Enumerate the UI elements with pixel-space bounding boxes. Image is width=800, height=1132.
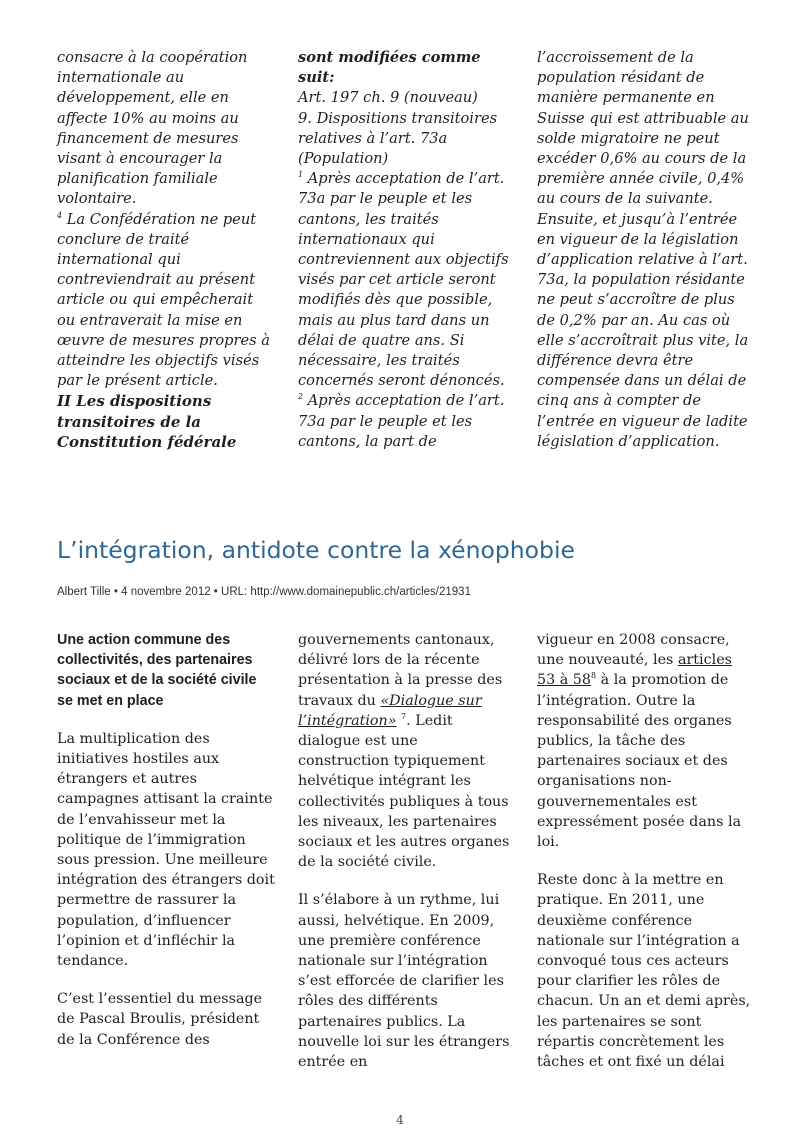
footnote-marker: 8 xyxy=(591,671,597,681)
subheading: sont modifiées comme suit: xyxy=(298,49,481,87)
paragraph-text: à la promotion de l’intégration. Outre la responsabilité des organes publics, la tâche des partenaires sociaux et des organisations non-gouvernementales est expressément posée dans la loi. xyxy=(537,672,742,851)
paragraph: Reste donc à la mettre en pratique. En 2011, une deuxième conférence nationale sur l’intégration a convoqué tous ces acteurs pour clarifier les rôles de chacun. Un an et demi après, les partenaires se sont répartis concrètement les tâches et ont fixé un délai xyxy=(537,872,751,1071)
paragraph xyxy=(57,210,272,392)
paragraph: consacre à la coopération internationale au développement, elle en affecte 10% au moins au financement de mesures visant à encourager la planification familiale volontaire. xyxy=(57,49,248,208)
paragraph-text: Après acceptation de l’art. 73a par le peuple et les cantons, la part de xyxy=(298,392,505,450)
article-column-3 xyxy=(537,630,751,1090)
dialogue-integration-link[interactable]: «Dialogue sur l’intégration» xyxy=(298,692,482,729)
paragraph: C’est l’essentiel du message de Pascal Broulis, président de la Conférence des xyxy=(57,991,263,1048)
article-title: 9. Dispositions transitoires relatives à l’art. 73a (Population) xyxy=(298,109,498,168)
article-lead: Une action commune des collectivités, des partenaires sociaux et de la société civile se met en place xyxy=(57,632,257,709)
paragraph: La multiplication des initiatives hostiles aux étrangers et autres campagnes attisant la crainte de l’envahisseur met la politique de l’immigration sous pression. Une meilleure intégration des étrangers doit permettre de rassurer la population, d’influencer l’opinion et d’infléchir la tendance. xyxy=(57,730,275,970)
footnote-marker: 4 xyxy=(57,210,63,220)
paragraph xyxy=(298,391,510,452)
article-column-1 xyxy=(57,630,275,1068)
paragraph xyxy=(537,630,751,852)
article-title: L’intégration, antidote contre la xénophobie xyxy=(57,536,575,564)
article-ref: Art. 197 ch. 9 (nouveau) xyxy=(298,89,478,107)
paragraph-text: . Ledit dialogue est une construction typiquement helvétique intégrant les collectivités publiques à tous les niveaux, les partenaires sociaux et les autres organes de la société civile. xyxy=(298,712,510,871)
paragraph-text: Après acceptation de l’art. 73a par le peuple et les cantons, les traités internationaux qui contreviennent aux objectifs visés par cet article seront modifiés dès que possible, mais au plus tard dans un délai de quatre ans. Si nécessaire, les traités concernés seront dénoncés. xyxy=(298,170,509,390)
top-column-3 xyxy=(537,48,749,452)
paragraph-text: La Confédération ne peut conclure de traité international qui contreviendrait au présent article ou qui empêcherait ou entraverait la mise en œuvre de mesures propres à atteindre les objectifs visés par le présent article. xyxy=(57,210,270,390)
article-byline: Albert Tille • 4 novembre 2012 • URL: http://www.domainepublic.ch/articles/21931 xyxy=(57,586,471,598)
section-heading: II Les dispositions transitoires de la Constitution fédérale xyxy=(57,392,237,452)
footnote-marker: 2 xyxy=(298,392,304,402)
top-column-2 xyxy=(298,48,510,452)
page-number: 4 xyxy=(396,1113,404,1127)
articles-53-58-link[interactable]: articles 53 à 58 xyxy=(537,652,732,689)
footnote-marker: 1 xyxy=(298,170,304,180)
paragraph xyxy=(298,630,512,872)
article-column-2 xyxy=(298,630,512,1090)
paragraph xyxy=(298,169,510,391)
paragraph-text: gouvernements cantonaux, délivré lors de la récente présentation à la presse des travaux du xyxy=(298,632,503,709)
footnote-marker: 7 xyxy=(401,712,407,722)
paragraph: l’accroissement de la population résidant de manière permanente en Suisse qui est attribuable au solde migratoire ne peut excéder 0,6% au cours de la première année civile, 0,4% au cours de la suivante. Ensuite, et jusqu’à l’entrée en vigueur de la législation d’application relative à l’art. 73a, la population résidante ne peut s’accroître de plus de 0,2% par an. Au cas où elle s’accroîtrait plus vite, la différence devra être compensée dans un délai de cinq ans à compter de l’entrée en vigueur de ladite législation d’application. xyxy=(537,49,749,450)
paragraph-text: vigueur en 2008 consacre, une nouveauté, les xyxy=(537,632,730,669)
top-column-1 xyxy=(57,48,272,452)
paragraph: Il s’élabore à un rythme, lui aussi, helvétique. En 2009, une première conférence nationale sur l’intégration s’est efforcée de clarifier les rôles des différents partenaires publics. La nouvelle loi sur les étrangers entrée en xyxy=(298,892,510,1071)
